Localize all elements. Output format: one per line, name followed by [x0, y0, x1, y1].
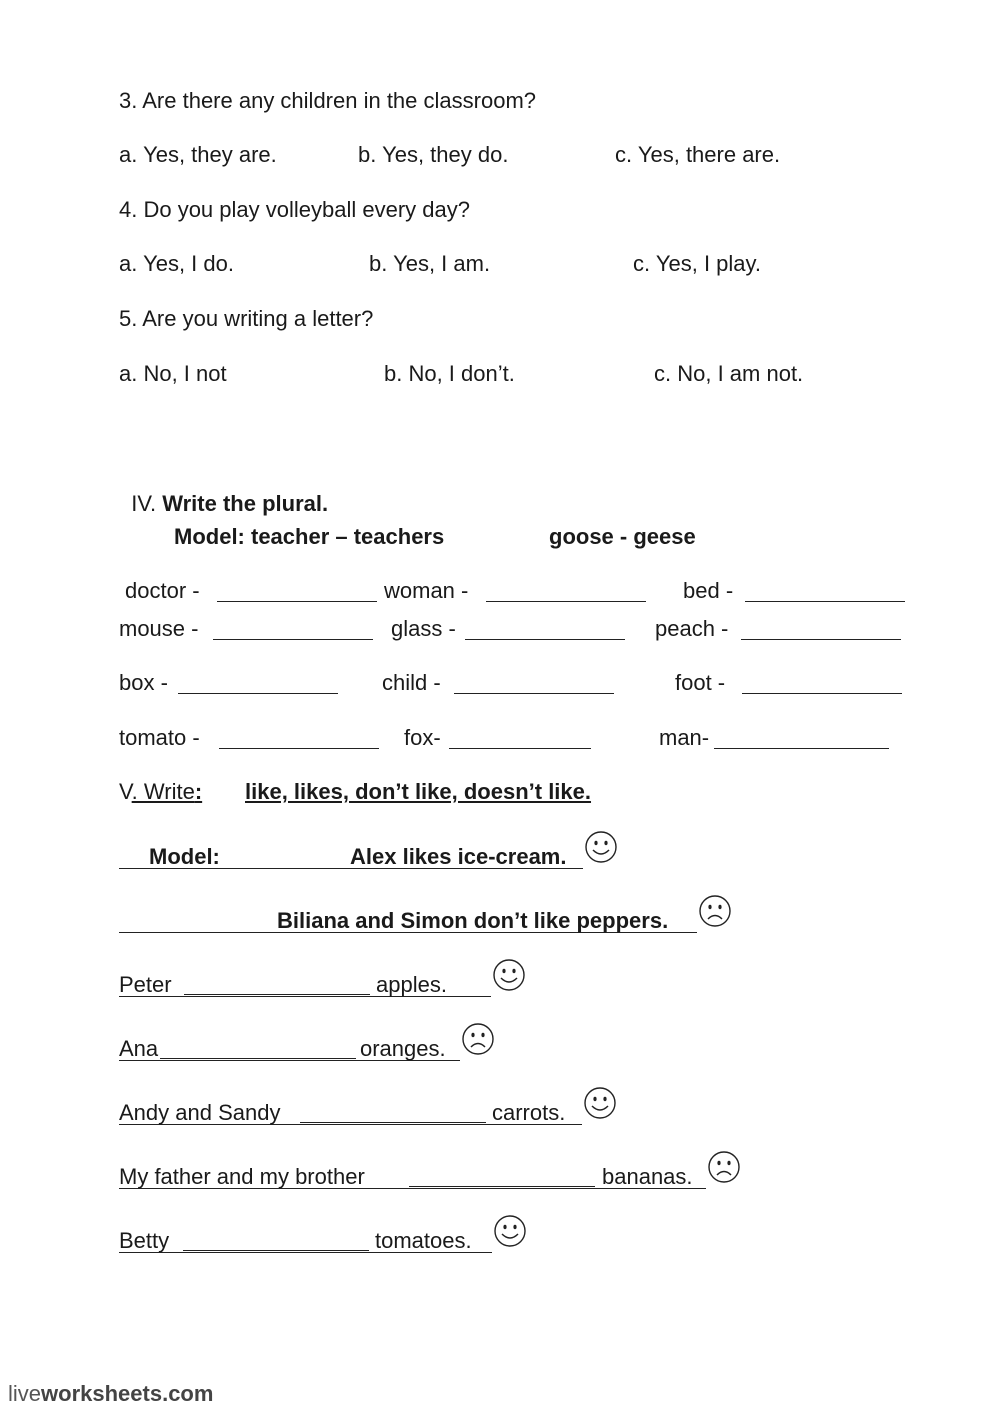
section-5-heading — [119, 781, 202, 803]
sentence-subject: Ana — [119, 1036, 159, 1061]
sentence-object: apples. — [376, 972, 447, 997]
plural-item-woman: woman - — [384, 578, 469, 603]
logo-tail: .com — [162, 1381, 214, 1406]
option-5a[interactable]: a. No, I not — [119, 361, 227, 386]
plural-answer-foot[interactable] — [742, 693, 902, 694]
option-5c[interactable]: c. No, I am not. — [654, 361, 804, 386]
smile-icon — [584, 830, 618, 864]
plural-item-child: child - — [382, 670, 441, 695]
sentence-object: carrots. — [492, 1100, 566, 1125]
sentence-subject: Andy and Sandy — [119, 1100, 281, 1125]
sentence-subject: My father and my brother — [119, 1164, 365, 1189]
sentence-answer-blank[interactable] — [184, 994, 370, 995]
section-5-write-label: . Write — [131, 779, 195, 804]
option-3a[interactable]: a. Yes, they are. — [119, 142, 277, 167]
logo-live: live — [8, 1381, 42, 1406]
smile-icon — [583, 1086, 617, 1120]
section-4-number: IV. — [131, 491, 157, 516]
liveworksheets-logo — [8, 1381, 213, 1407]
question-3: 3. Are there any children in the classroom? — [119, 88, 537, 113]
plural-answer-bed[interactable] — [745, 601, 905, 602]
plural-item-peach: peach - — [655, 616, 729, 641]
plural-answer-fox[interactable] — [449, 748, 591, 749]
plural-item-box: box - — [119, 670, 168, 695]
sad-face-icon — [461, 1022, 495, 1056]
logo-worksheets: worksheets — [41, 1381, 163, 1406]
sentence-object: oranges. — [360, 1036, 446, 1061]
sentence-object: tomatoes. — [375, 1228, 472, 1253]
section-5-number: V — [119, 779, 132, 804]
section-5-colon: : — [194, 779, 203, 804]
option-4b[interactable]: b. Yes, I am. — [369, 251, 491, 276]
option-3c[interactable]: c. Yes, there are. — [615, 142, 781, 167]
question-4: 4. Do you play volleyball every day? — [119, 197, 470, 222]
section-4-heading — [119, 471, 328, 515]
plural-item-man: man- — [659, 725, 710, 750]
plural-item-fox: fox- — [404, 725, 441, 750]
section-4-title: Write the plural. — [162, 491, 329, 516]
smile-icon — [492, 958, 526, 992]
sentence-answer-blank[interactable] — [300, 1122, 486, 1123]
plural-model-1: Model: teacher – teachers — [174, 524, 445, 549]
option-3b[interactable]: b. Yes, they do. — [358, 142, 509, 167]
sentence-subject: Peter — [119, 972, 172, 997]
sentence-subject: Betty — [119, 1228, 170, 1253]
plural-answer-tomato[interactable] — [219, 748, 379, 749]
plural-answer-child[interactable] — [454, 693, 614, 694]
smile-icon — [493, 1214, 527, 1248]
sentence-answer-blank[interactable] — [183, 1250, 369, 1251]
sentence-answer-blank[interactable] — [409, 1186, 595, 1187]
sentence-answer-blank[interactable] — [160, 1058, 356, 1059]
option-5b[interactable]: b. No, I don’t. — [384, 361, 515, 386]
question-5: 5. Are you writing a letter? — [119, 306, 374, 331]
model-label: Model: — [149, 844, 220, 869]
model-sentence-2: Biliana and Simon don’t like peppers. — [277, 908, 669, 933]
sad-face-icon — [707, 1150, 741, 1184]
plural-answer-mouse[interactable] — [213, 639, 373, 640]
plural-answer-box[interactable] — [178, 693, 338, 694]
plural-item-tomato: tomato - — [119, 725, 200, 750]
plural-answer-peach[interactable] — [741, 639, 901, 640]
plural-item-mouse: mouse - — [119, 616, 199, 641]
model-sentence: Alex likes ice-cream. — [350, 844, 567, 869]
plural-model-2: goose - geese — [549, 524, 696, 549]
plural-item-glass: glass - — [391, 616, 456, 641]
sad-face-icon — [698, 894, 732, 928]
plural-answer-doctor[interactable] — [217, 601, 377, 602]
plural-item-foot: foot - — [675, 670, 726, 695]
plural-item-doctor: doctor - — [125, 578, 200, 603]
plural-answer-glass[interactable] — [465, 639, 625, 640]
section-5-options: like, likes, don’t like, doesn’t like. — [245, 779, 592, 804]
plural-answer-man[interactable] — [714, 748, 889, 749]
plural-answer-woman[interactable] — [486, 601, 646, 602]
plural-item-bed: bed - — [683, 578, 734, 603]
option-4a[interactable]: a. Yes, I do. — [119, 251, 234, 276]
sentence-object: bananas. — [602, 1164, 693, 1189]
option-4c[interactable]: c. Yes, I play. — [633, 251, 762, 276]
